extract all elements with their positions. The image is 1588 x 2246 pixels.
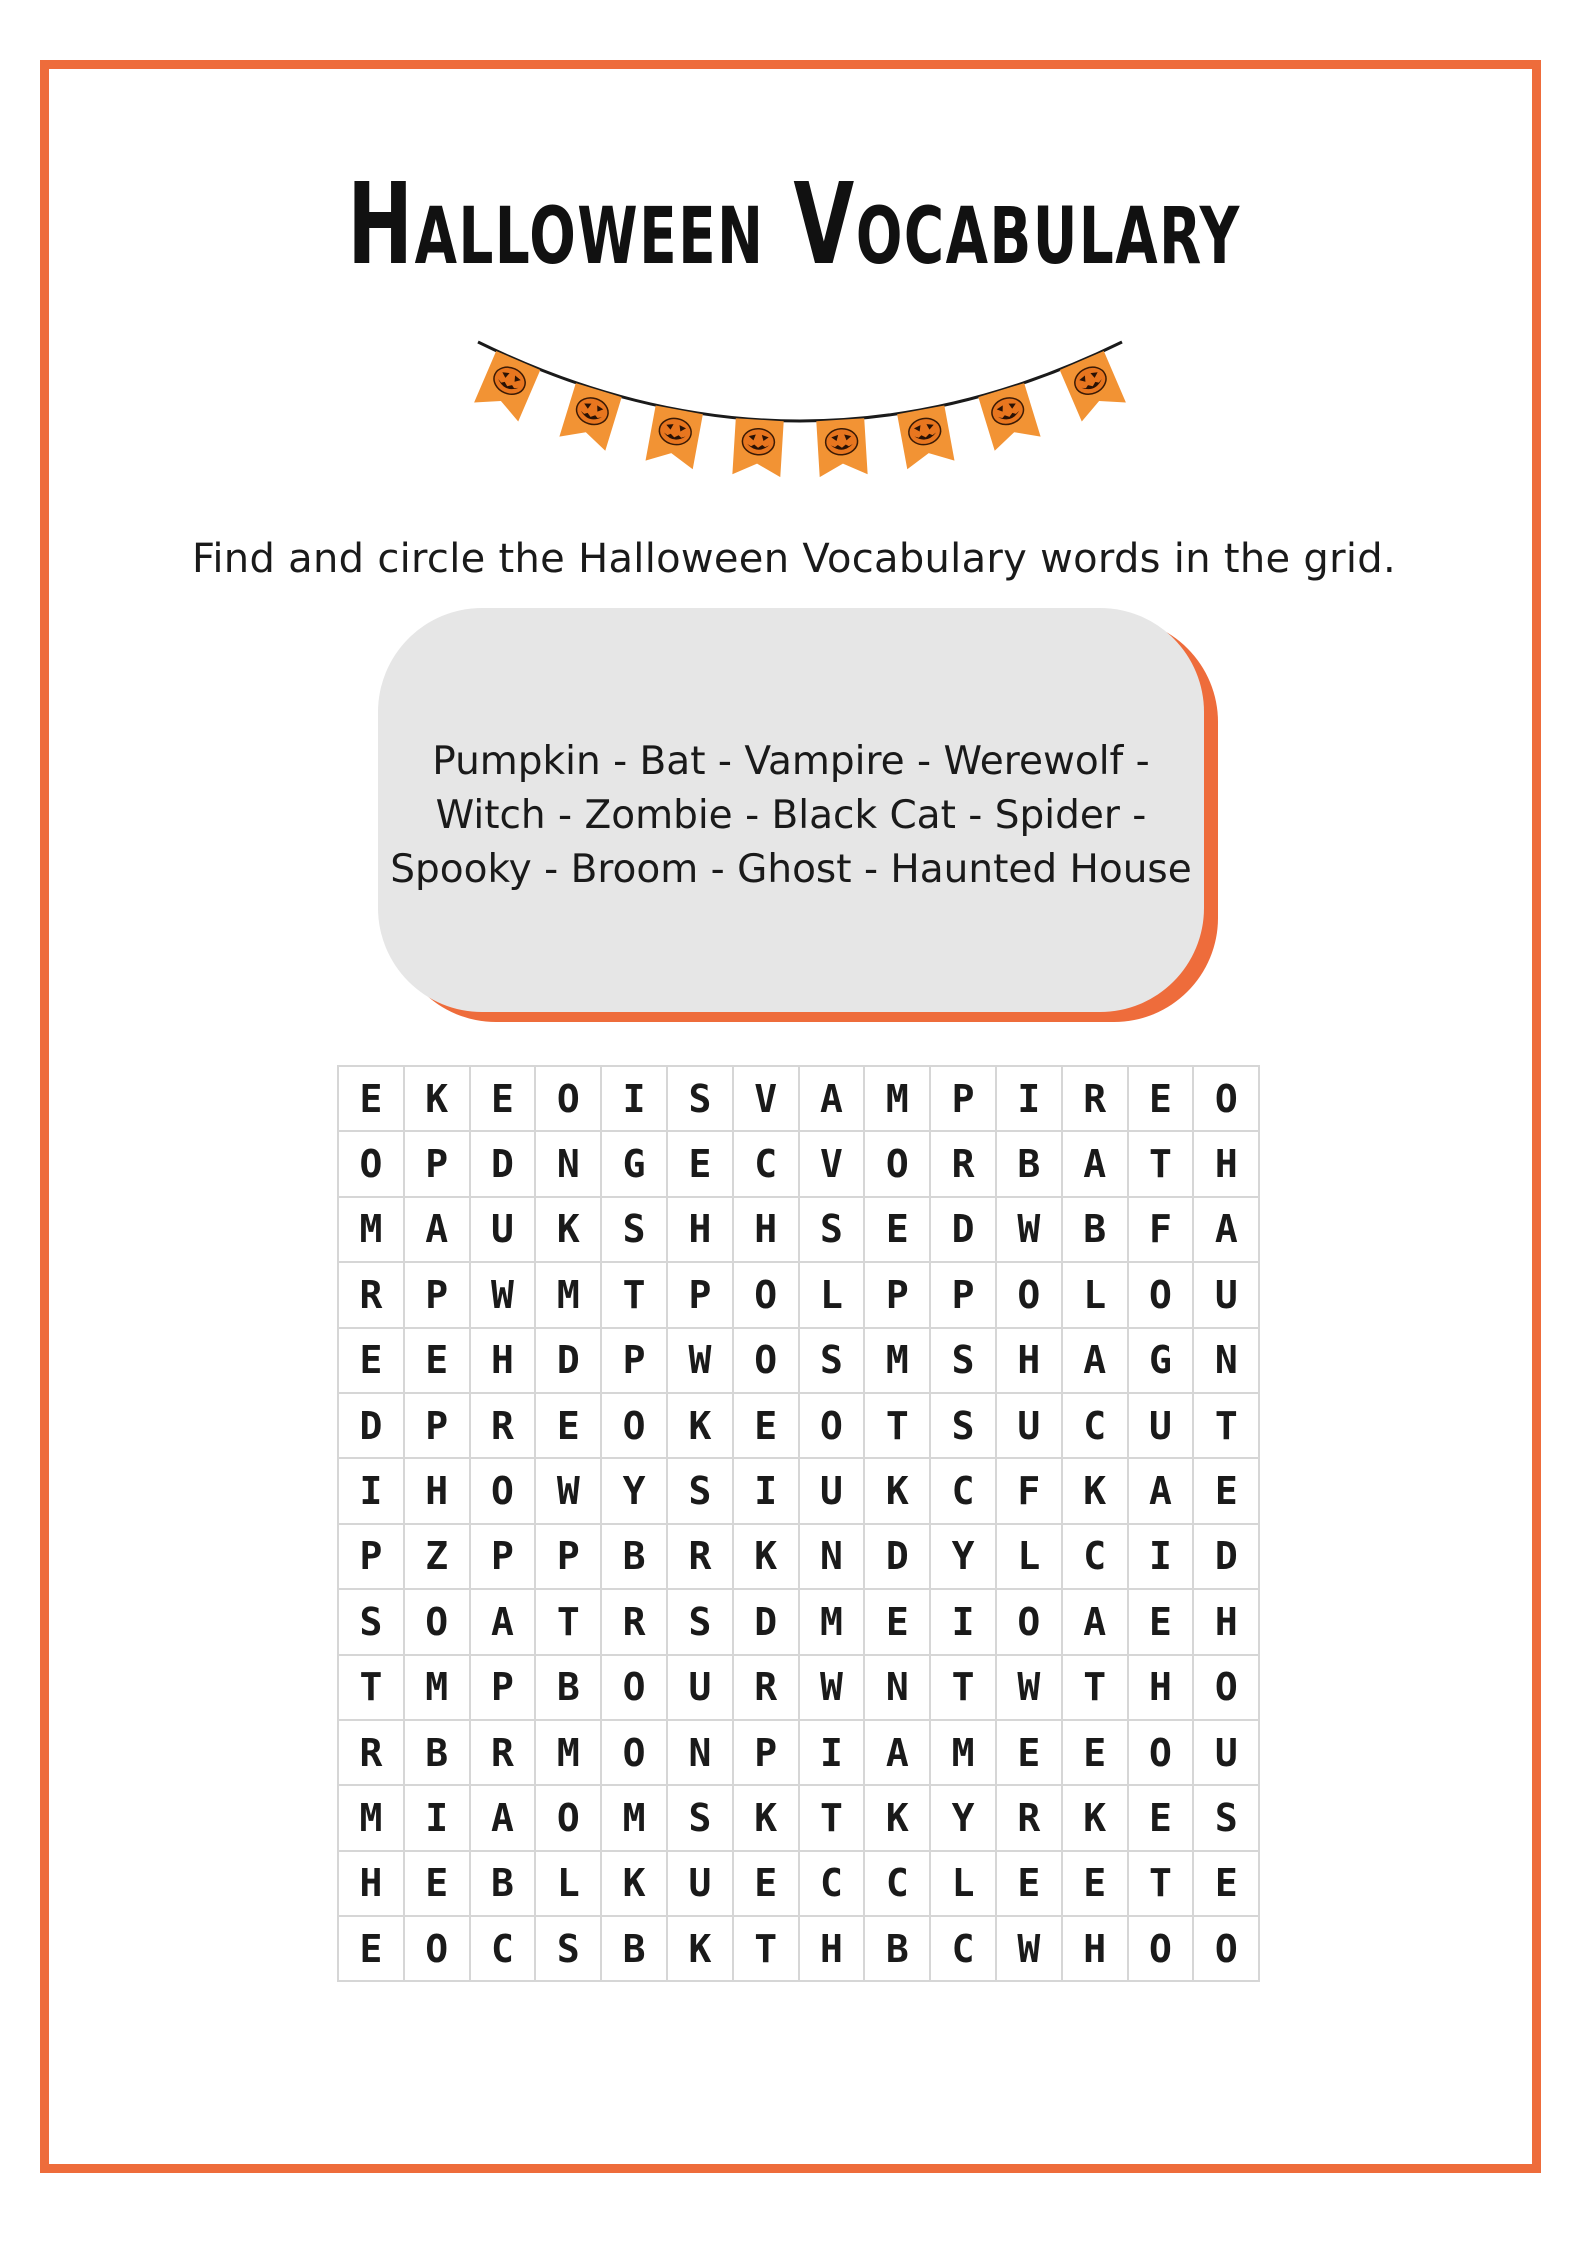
grid-cell[interactable]: K xyxy=(536,1198,602,1263)
grid-cell[interactable]: O xyxy=(1194,1067,1260,1132)
grid-cell[interactable]: P xyxy=(471,1656,537,1721)
grid-cell[interactable]: B xyxy=(536,1656,602,1721)
grid-cell[interactable]: O xyxy=(1129,1263,1195,1328)
grid-cell[interactable]: K xyxy=(602,1852,668,1917)
grid-cell[interactable]: V xyxy=(800,1132,866,1197)
grid-cell[interactable]: S xyxy=(931,1394,997,1459)
grid-cell[interactable]: R xyxy=(668,1525,734,1590)
grid-cell[interactable]: P xyxy=(536,1525,602,1590)
grid-cell[interactable]: M xyxy=(865,1329,931,1394)
grid-cell[interactable]: N xyxy=(865,1656,931,1721)
grid-cell[interactable]: T xyxy=(1129,1852,1195,1917)
grid-cell[interactable]: P xyxy=(602,1329,668,1394)
grid-cell[interactable]: B xyxy=(602,1525,668,1590)
grid-cell[interactable]: E xyxy=(536,1394,602,1459)
grid-cell[interactable]: O xyxy=(734,1263,800,1328)
grid-cell[interactable]: S xyxy=(668,1590,734,1655)
instruction-text: Find and circle the Halloween Vocabulary words in the grid. xyxy=(192,536,1396,582)
grid-cell[interactable]: M xyxy=(865,1067,931,1132)
grid-cell[interactable]: E xyxy=(1129,1067,1195,1132)
grid-cell[interactable]: K xyxy=(865,1786,931,1851)
grid-cell[interactable]: B xyxy=(405,1721,471,1786)
grid-cell[interactable]: N xyxy=(800,1525,866,1590)
grid-cell[interactable]: Z xyxy=(405,1525,471,1590)
grid-cell[interactable]: U xyxy=(1194,1263,1260,1328)
grid-cell[interactable]: P xyxy=(734,1721,800,1786)
grid-cell[interactable]: G xyxy=(602,1132,668,1197)
grid-cell[interactable]: P xyxy=(405,1263,471,1328)
grid-cell[interactable]: R xyxy=(1063,1067,1129,1132)
grid-cell[interactable]: O xyxy=(734,1329,800,1394)
grid-cell[interactable]: H xyxy=(1129,1656,1195,1721)
grid-cell[interactable]: K xyxy=(1063,1786,1129,1851)
grid-cell[interactable]: M xyxy=(536,1721,602,1786)
grid-cell[interactable]: P xyxy=(668,1263,734,1328)
grid-cell[interactable]: B xyxy=(865,1917,931,1982)
grid-cell[interactable]: W xyxy=(997,1917,1063,1982)
grid-cell[interactable]: O xyxy=(865,1132,931,1197)
grid-cell[interactable]: O xyxy=(471,1459,537,1524)
grid-cell[interactable]: P xyxy=(931,1067,997,1132)
grid-cell[interactable]: S xyxy=(931,1329,997,1394)
grid-cell[interactable]: M xyxy=(536,1263,602,1328)
grid-cell[interactable]: B xyxy=(997,1132,1063,1197)
grid-cell[interactable]: A xyxy=(471,1590,537,1655)
grid-cell[interactable]: M xyxy=(602,1786,668,1851)
grid-cell[interactable]: O xyxy=(405,1917,471,1982)
grid-cell[interactable]: S xyxy=(536,1917,602,1982)
grid-cell[interactable]: R xyxy=(339,1263,405,1328)
grid-cell[interactable]: R xyxy=(471,1394,537,1459)
grid-cell[interactable]: O xyxy=(997,1263,1063,1328)
grid-cell[interactable]: S xyxy=(339,1590,405,1655)
grid-cell[interactable]: W xyxy=(800,1656,866,1721)
grid-cell[interactable]: O xyxy=(1129,1721,1195,1786)
grid-cell[interactable]: U xyxy=(668,1852,734,1917)
grid-cell[interactable]: P xyxy=(405,1132,471,1197)
grid-cell[interactable]: T xyxy=(734,1917,800,1982)
grid-cell[interactable]: C xyxy=(471,1917,537,1982)
grid-cell[interactable]: E xyxy=(405,1852,471,1917)
grid-cell[interactable]: E xyxy=(339,1329,405,1394)
grid-cell[interactable]: A xyxy=(1063,1590,1129,1655)
grid-cell[interactable]: E xyxy=(997,1852,1063,1917)
grid-cell[interactable]: E xyxy=(668,1132,734,1197)
grid-cell[interactable]: K xyxy=(668,1394,734,1459)
grid-cell[interactable]: K xyxy=(1063,1459,1129,1524)
grid-cell[interactable]: I xyxy=(602,1067,668,1132)
grid-cell[interactable]: B xyxy=(471,1852,537,1917)
grid-cell[interactable]: S xyxy=(668,1786,734,1851)
grid-cell[interactable]: D xyxy=(339,1394,405,1459)
grid-cell[interactable]: P xyxy=(405,1394,471,1459)
word-list-line: Pumpkin - Bat - Vampire - Werewolf - xyxy=(432,739,1150,784)
grid-cell[interactable]: N xyxy=(536,1132,602,1197)
grid-cell[interactable]: O xyxy=(997,1590,1063,1655)
grid-cell[interactable]: S xyxy=(800,1198,866,1263)
grid-cell[interactable]: E xyxy=(1194,1459,1260,1524)
grid-cell[interactable]: I xyxy=(931,1590,997,1655)
grid-cell[interactable]: E xyxy=(865,1590,931,1655)
grid-cell[interactable]: O xyxy=(602,1394,668,1459)
grid-cell[interactable]: D xyxy=(1194,1525,1260,1590)
word-list-line: Witch - Zombie - Black Cat - Spider - xyxy=(435,793,1147,838)
grid-cell[interactable]: C xyxy=(931,1917,997,1982)
grid-cell[interactable]: O xyxy=(536,1786,602,1851)
grid-cell[interactable]: O xyxy=(1129,1917,1195,1982)
grid-cell[interactable]: E xyxy=(405,1329,471,1394)
grid-cell[interactable]: T xyxy=(865,1394,931,1459)
grid-cell[interactable]: B xyxy=(602,1917,668,1982)
grid-cell[interactable]: K xyxy=(734,1525,800,1590)
grid-cell[interactable]: I xyxy=(734,1459,800,1524)
grid-cell[interactable]: P xyxy=(471,1525,537,1590)
grid-cell[interactable]: V xyxy=(734,1067,800,1132)
grid-cell[interactable]: D xyxy=(931,1198,997,1263)
grid-cell[interactable]: A xyxy=(1129,1459,1195,1524)
grid-cell[interactable]: L xyxy=(800,1263,866,1328)
grid-cell[interactable]: M xyxy=(405,1656,471,1721)
grid-cell[interactable]: K xyxy=(668,1917,734,1982)
grid-cell[interactable]: A xyxy=(1063,1132,1129,1197)
word-list-line: Spooky - Broom - Ghost - Haunted House xyxy=(390,847,1192,892)
grid-cell[interactable]: Y xyxy=(931,1786,997,1851)
grid-cell[interactable]: D xyxy=(471,1132,537,1197)
grid-cell[interactable]: E xyxy=(1063,1852,1129,1917)
page-title: Halloween Vocabulary xyxy=(347,160,1241,290)
grid-cell[interactable]: W xyxy=(471,1263,537,1328)
grid-cell[interactable]: A xyxy=(865,1721,931,1786)
grid-cell[interactable]: M xyxy=(339,1198,405,1263)
grid-cell[interactable]: W xyxy=(536,1459,602,1524)
grid-cell[interactable]: B xyxy=(1063,1198,1129,1263)
grid-cell[interactable]: T xyxy=(1063,1656,1129,1721)
grid-cell[interactable]: E xyxy=(339,1067,405,1132)
grid-cell[interactable]: H xyxy=(1194,1590,1260,1655)
grid-cell[interactable]: C xyxy=(1063,1394,1129,1459)
grid-cell[interactable]: P xyxy=(339,1525,405,1590)
grid-cell[interactable]: E xyxy=(1194,1852,1260,1917)
grid-cell[interactable]: T xyxy=(931,1656,997,1721)
grid-cell[interactable]: A xyxy=(800,1067,866,1132)
grid-cell[interactable]: U xyxy=(997,1394,1063,1459)
grid-cell[interactable]: M xyxy=(800,1590,866,1655)
grid-cell[interactable]: R xyxy=(931,1132,997,1197)
grid-cell[interactable]: P xyxy=(865,1263,931,1328)
grid-cell[interactable]: W xyxy=(997,1198,1063,1263)
grid-cell[interactable]: T xyxy=(800,1786,866,1851)
jack-o-lantern-garland-icon xyxy=(470,330,1130,500)
grid-cell[interactable]: W xyxy=(997,1656,1063,1721)
grid-cell[interactable]: Y xyxy=(931,1525,997,1590)
grid-cell[interactable]: O xyxy=(800,1394,866,1459)
grid-cell[interactable]: T xyxy=(602,1263,668,1328)
grid-cell[interactable]: H xyxy=(800,1917,866,1982)
grid-cell[interactable]: Y xyxy=(602,1459,668,1524)
grid-cell[interactable]: S xyxy=(800,1329,866,1394)
grid-cell[interactable]: S xyxy=(602,1198,668,1263)
grid-cell[interactable]: T xyxy=(1129,1132,1195,1197)
grid-cell[interactable]: O xyxy=(536,1067,602,1132)
grid-cell[interactable]: U xyxy=(668,1656,734,1721)
grid-cell[interactable]: L xyxy=(536,1852,602,1917)
grid-cell[interactable]: U xyxy=(471,1198,537,1263)
grid-cell[interactable]: A xyxy=(405,1198,471,1263)
grid-cell[interactable]: I xyxy=(1129,1525,1195,1590)
grid-cell[interactable]: A xyxy=(471,1786,537,1851)
grid-cell[interactable]: W xyxy=(668,1329,734,1394)
grid-cell[interactable]: U xyxy=(800,1459,866,1524)
grid-cell[interactable]: E xyxy=(471,1067,537,1132)
grid-cell[interactable]: C xyxy=(734,1132,800,1197)
grid-cell[interactable]: I xyxy=(339,1459,405,1524)
grid-cell[interactable]: I xyxy=(800,1721,866,1786)
grid-cell[interactable]: E xyxy=(1129,1590,1195,1655)
grid-cell[interactable]: K xyxy=(734,1786,800,1851)
grid-cell[interactable]: U xyxy=(1129,1394,1195,1459)
grid-cell[interactable]: E xyxy=(997,1721,1063,1786)
grid-cell[interactable]: C xyxy=(931,1459,997,1524)
grid-cell[interactable]: R xyxy=(997,1786,1063,1851)
grid-cell[interactable]: R xyxy=(339,1721,405,1786)
grid-cell[interactable]: K xyxy=(405,1067,471,1132)
grid-cell[interactable]: F xyxy=(997,1459,1063,1524)
grid-cell[interactable]: P xyxy=(931,1263,997,1328)
grid-cell[interactable]: O xyxy=(339,1132,405,1197)
grid-cell[interactable]: H xyxy=(1194,1132,1260,1197)
grid-cell[interactable]: D xyxy=(734,1590,800,1655)
grid-cell[interactable]: N xyxy=(668,1721,734,1786)
grid-cell[interactable]: C xyxy=(800,1852,866,1917)
grid-cell[interactable]: S xyxy=(668,1067,734,1132)
grid-cell[interactable]: A xyxy=(1063,1329,1129,1394)
grid-cell[interactable]: R xyxy=(471,1721,537,1786)
grid-cell[interactable]: H xyxy=(734,1198,800,1263)
grid-cell[interactable]: R xyxy=(602,1590,668,1655)
grid-cell[interactable]: E xyxy=(1129,1786,1195,1851)
grid-cell[interactable]: O xyxy=(1194,1917,1260,1982)
grid-cell[interactable]: E xyxy=(339,1917,405,1982)
grid-cell[interactable]: F xyxy=(1129,1198,1195,1263)
grid-cell[interactable]: H xyxy=(471,1329,537,1394)
grid-cell[interactable]: L xyxy=(997,1525,1063,1590)
grid-cell[interactable]: E xyxy=(865,1198,931,1263)
grid-cell[interactable]: H xyxy=(668,1198,734,1263)
grid-cell[interactable]: H xyxy=(1063,1917,1129,1982)
grid-cell[interactable]: H xyxy=(997,1329,1063,1394)
grid-cell[interactable]: O xyxy=(602,1721,668,1786)
grid-cell[interactable]: T xyxy=(536,1590,602,1655)
grid-cell[interactable]: D xyxy=(536,1329,602,1394)
grid-cell[interactable]: E xyxy=(1063,1721,1129,1786)
grid-cell[interactable]: G xyxy=(1129,1329,1195,1394)
grid-cell[interactable]: D xyxy=(865,1525,931,1590)
grid-cell[interactable]: M xyxy=(339,1786,405,1851)
grid-cell[interactable]: C xyxy=(1063,1525,1129,1590)
grid-cell[interactable]: C xyxy=(865,1852,931,1917)
grid-cell[interactable]: S xyxy=(668,1459,734,1524)
grid-cell[interactable]: K xyxy=(865,1459,931,1524)
grid-cell[interactable]: I xyxy=(997,1067,1063,1132)
grid-cell[interactable]: N xyxy=(1194,1329,1260,1394)
grid-cell[interactable]: E xyxy=(734,1852,800,1917)
grid-cell[interactable]: I xyxy=(405,1786,471,1851)
word-list xyxy=(378,735,1204,897)
grid-cell[interactable]: R xyxy=(734,1656,800,1721)
grid-cell[interactable]: L xyxy=(1063,1263,1129,1328)
grid-cell[interactable]: L xyxy=(931,1852,997,1917)
grid-cell[interactable]: A xyxy=(1194,1198,1260,1263)
grid-cell[interactable]: H xyxy=(339,1852,405,1917)
grid-cell[interactable]: O xyxy=(602,1656,668,1721)
grid-cell[interactable]: T xyxy=(1194,1394,1260,1459)
grid-cell[interactable]: M xyxy=(931,1721,997,1786)
grid-cell[interactable]: E xyxy=(734,1394,800,1459)
grid-cell[interactable]: T xyxy=(339,1656,405,1721)
word-search-grid[interactable] xyxy=(337,1065,1260,1982)
grid-cell[interactable]: U xyxy=(1194,1721,1260,1786)
grid-cell[interactable]: H xyxy=(405,1459,471,1524)
grid-cell[interactable]: S xyxy=(1194,1786,1260,1851)
grid-cell[interactable]: O xyxy=(405,1590,471,1655)
grid-cell[interactable]: O xyxy=(1194,1656,1260,1721)
